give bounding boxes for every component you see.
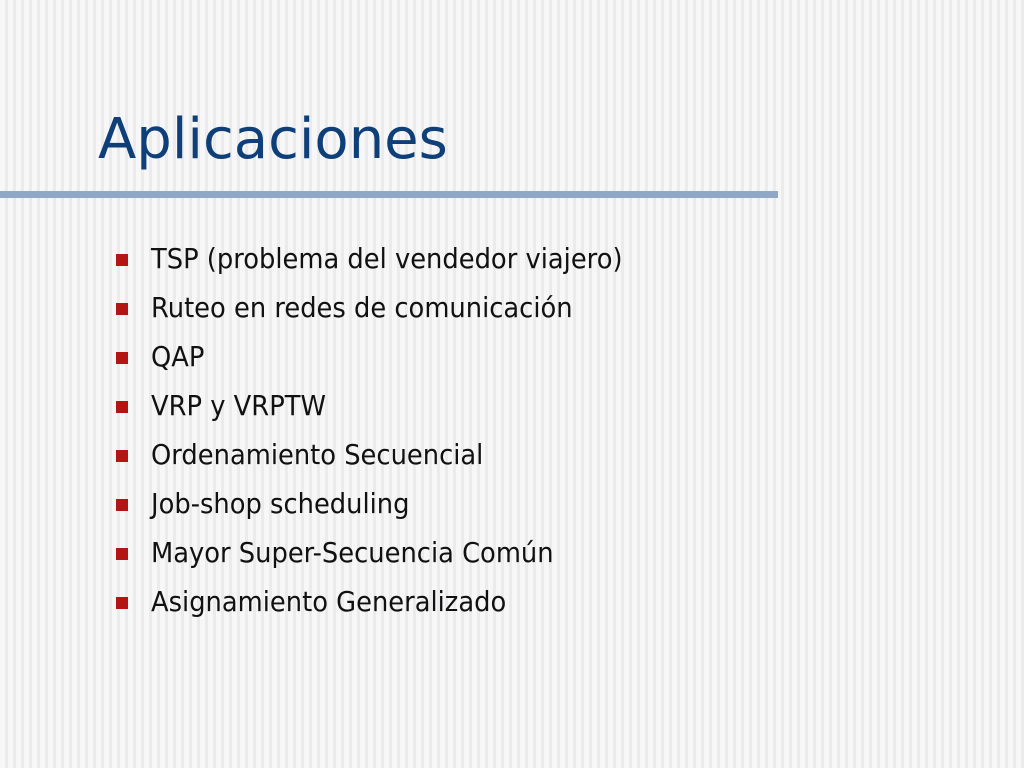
square-bullet-icon bbox=[116, 597, 128, 609]
bullet-text: TSP (problema del vendedor viajero) bbox=[151, 242, 623, 275]
bullet-item bbox=[114, 381, 664, 430]
bullet-item bbox=[114, 528, 664, 577]
bullet-text: Asignamiento Generalizado bbox=[151, 585, 507, 618]
square-bullet-icon bbox=[116, 548, 128, 560]
bullet-list bbox=[114, 234, 664, 626]
bullet-text: Ruteo en redes de comunicación bbox=[151, 291, 573, 324]
square-bullet-icon bbox=[116, 254, 128, 266]
slide-title: Aplicaciones bbox=[98, 107, 448, 172]
bullet-item bbox=[114, 430, 664, 479]
square-bullet-icon bbox=[116, 499, 128, 511]
square-bullet-icon bbox=[116, 450, 128, 462]
bullet-item bbox=[114, 283, 664, 332]
bullet-text: Mayor Super-Secuencia Común bbox=[151, 536, 554, 569]
square-bullet-icon bbox=[116, 352, 128, 364]
bullet-text: QAP bbox=[151, 340, 205, 373]
bullet-text: Job-shop scheduling bbox=[151, 487, 410, 520]
bullet-item bbox=[114, 577, 664, 626]
square-bullet-icon bbox=[116, 401, 128, 413]
bullet-item bbox=[114, 479, 664, 528]
bullet-item bbox=[114, 234, 664, 283]
bullet-item bbox=[114, 332, 664, 381]
title-divider bbox=[0, 191, 778, 198]
bullet-text: Ordenamiento Secuencial bbox=[151, 438, 484, 471]
square-bullet-icon bbox=[116, 303, 128, 315]
bullet-text: VRP y VRPTW bbox=[151, 389, 326, 422]
